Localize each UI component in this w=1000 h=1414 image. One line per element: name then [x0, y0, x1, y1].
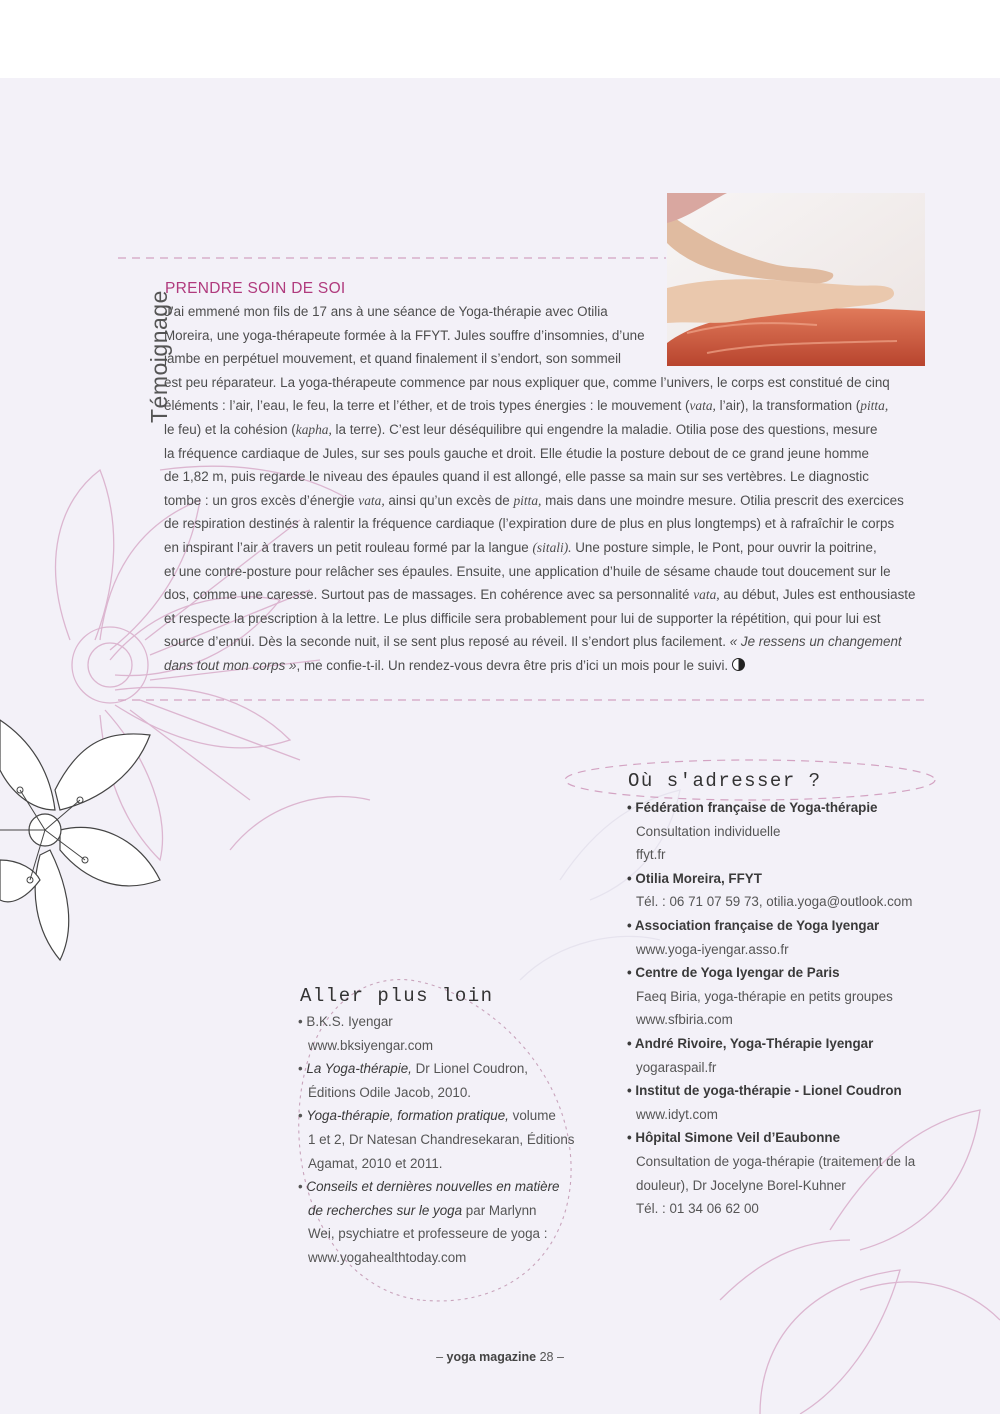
footer-magazine-name: yoga magazine [446, 1350, 537, 1364]
article-text: source d’ennui. Dès la seconde nuit, il se sent plus reposé au réveil. Il s’endort plus facilement. [164, 634, 730, 650]
article-line [164, 300, 904, 324]
article-text: la fréquence cardiaque de Jules, sur ses pouls gauche et droit. Elle étudie la posture debout de ce grand jeune homme [164, 445, 869, 461]
contact-detail: www.yoga-iyengar.asso.fr [636, 941, 789, 957]
contacts-list [627, 796, 915, 1221]
article-text: de respiration destinés à ralentir la fréquence cardiaque (l’expiration dure de plus en plus longtemps) et à rafraîchir le corps [164, 516, 895, 532]
article-text: dos, comme une caresse. Surtout pas de massages. En cohérence avec sa personnalité [164, 587, 694, 603]
reading-line [298, 1104, 574, 1128]
reading-text: de recherches sur le yoga [308, 1202, 463, 1218]
contact-detail: Tél. : 01 34 06 62 00 [636, 1201, 759, 1217]
article-line [164, 442, 904, 466]
contact-name: • Fédération française de Yoga-thérapie [627, 800, 878, 815]
reading-line [298, 1081, 574, 1105]
article-text: au début, Jules est enthousiaste [719, 587, 916, 603]
article-text: vata, [693, 587, 720, 603]
contact-detail: www.idyt.com [636, 1106, 718, 1122]
reading-text: par Marlynn [462, 1202, 537, 1218]
contact-name: • André Rivoire, Yoga-Thérapie Iyengar [627, 1035, 874, 1051]
reading-text: www.yogahealthtoday.com [308, 1249, 467, 1265]
reading-text: www.bksiyengar.com [308, 1037, 434, 1053]
article-text: l’air), la transformation ( [715, 398, 861, 414]
contact-detail: yogaraspail.fr [636, 1059, 717, 1075]
article-text: éléments : l’air, l’eau, le feu, la terre et l’éther, et de trois types énergies : le mouvement ( [164, 398, 690, 414]
reading-text: Yoga-thérapie, formation pratique, [306, 1108, 509, 1124]
article-text: pitta, [860, 398, 889, 414]
article-line [164, 489, 904, 513]
article-line [164, 560, 904, 584]
article-line [164, 512, 904, 536]
article-text: J’ai emmené mon fils de 17 ans à une séance de Yoga-thérapie avec Otilia [164, 304, 608, 319]
article-line [164, 654, 904, 678]
article-text: est peu réparateur. La yoga-thérapeute commence par nous expliquer que, comme l’univers, le corps est constitué de cinq [164, 374, 890, 390]
further-reading-heading: Aller plus loin [300, 985, 494, 1007]
reading-text: Dr Lionel Coudron, [411, 1061, 529, 1077]
contacts-heading: Où s'adresser ? [628, 770, 822, 792]
contact-detail: Consultation de yoga-thérapie (traitement de la [636, 1153, 916, 1169]
reading-text: Wei, psychiatre et professeure de yoga : [308, 1226, 548, 1242]
reading-text: 1 et 2, Dr Natesan Chandresekaran, Éditions [308, 1131, 575, 1147]
reading-line [298, 1246, 574, 1270]
article-line [164, 465, 904, 489]
contact-name: • Institut de yoga-thérapie - Lionel Coudron [627, 1083, 902, 1099]
further-reading-list [298, 1010, 574, 1270]
article-text: et une contre-posture pour relâcher ses épaules. Ensuite, une application d’huile de sésame chaude tout doucement sur le [164, 563, 891, 579]
article-text: pitta, [513, 492, 542, 508]
article-text: mais dans une moindre mesure. Otilia prescrit des exercices [541, 492, 904, 508]
article-line [164, 583, 916, 607]
contact-name: • Association française de Yoga Iyengar [627, 917, 880, 933]
reading-text: • [298, 1179, 307, 1195]
contact-name: • Hôpital Simone Veil d’Eaubonne [627, 1130, 841, 1146]
article-text: la terre). C’est leur déséquilibre qui engendre la maladie. Otilia pose des questions, mesure [331, 421, 878, 437]
contact-name: • Centre de Yoga Iyengar de Paris [627, 965, 840, 981]
contact-name: • Otilia Moreira, FFYT [627, 870, 762, 886]
reading-text: • B.K.S. Iyengar [298, 1014, 393, 1029]
article-title: PRENDRE SOIN DE SOI [165, 280, 346, 297]
section-label-text: Témoignage [146, 290, 172, 423]
article-line [164, 607, 904, 631]
page-footer [0, 1350, 1000, 1364]
article-text: tombe : un gros excès d’énergie [164, 492, 359, 508]
reading-line [298, 1057, 574, 1081]
contact-detail: ffyt.fr [636, 847, 666, 863]
article-line [164, 418, 904, 442]
article-text: (sitali). [532, 539, 572, 555]
reading-line [298, 1199, 574, 1223]
reading-line [298, 1222, 574, 1246]
article-text: Une posture simple, le Pont, pour ouvrir la poitrine, [571, 539, 877, 555]
article-text: jambe en perpétuel mouvement, et quand finalement il s’endort, son sommeil [164, 351, 622, 367]
reading-line [298, 1034, 574, 1058]
article-text: vata, [689, 398, 716, 414]
article-text: ainsi qu’un excès de [384, 492, 514, 508]
reading-text: volume [508, 1108, 556, 1124]
reading-text: Éditions Odile Jacob, 2010. [308, 1084, 472, 1100]
article-text: et respecte la prescription à la lettre. Le plus difficile sera probablement pour lui de supporter la répétition, qui pour lui est [164, 610, 881, 626]
article-line [164, 347, 904, 371]
reading-line [298, 1175, 574, 1199]
contact-detail: Faeq Biria, yoga-thérapie en petits groupes [636, 988, 893, 1004]
article-text: , me confie-t-il. Un rendez-vous devra être pris d’ici un mois pour le suivi. [296, 657, 729, 673]
article-text: dans tout mon corps » [164, 657, 297, 673]
article-text: « Je ressens un changement [729, 634, 902, 650]
article-line [164, 324, 904, 348]
article-text: vata, [358, 492, 385, 508]
contact-detail: www.sfbiria.com [636, 1012, 733, 1028]
footer-page-number: 28 – [536, 1350, 564, 1364]
contact-detail: douleur), Dr Jocelyne Borel-Kuhner [636, 1177, 846, 1193]
article-line [164, 630, 904, 654]
article-text: Moreira, une yoga-thérapeute formée à la FFYT. Jules souffre d’insomnies, d’une [164, 327, 645, 343]
article-text: en inspirant l’air à travers un petit rouleau formé par la langue [164, 539, 533, 555]
article-text: le feu) et la cohésion ( [164, 421, 296, 437]
article-body [164, 300, 916, 678]
reading-line [298, 1152, 574, 1176]
section-label [108, 268, 172, 428]
reading-text: Conseils et dernières nouvelles en matière [306, 1179, 560, 1195]
article-text: kapha, [295, 421, 332, 437]
article-line [164, 536, 904, 560]
article-line [164, 371, 904, 395]
reading-line [298, 1128, 574, 1152]
contact-detail: Consultation individuelle [636, 823, 781, 839]
reading-text: • [298, 1108, 307, 1124]
article-line [164, 394, 904, 418]
reading-line [298, 1010, 574, 1034]
footer-prefix: – [436, 1350, 447, 1364]
reading-text: La Yoga-thérapie, [306, 1061, 412, 1077]
reading-text: Agamat, 2010 et 2011. [308, 1155, 443, 1171]
article-text: de 1,82 m, puis regarde le niveau des épaules quand il est allongé, elle passe sa main sur ses vertèbres. Le diagnostic [164, 469, 869, 485]
contact-detail: Tél. : 06 71 07 59 73, otilia.yoga@outlook.com [636, 894, 913, 910]
end-mark-icon [732, 658, 745, 671]
reading-text: • [298, 1061, 307, 1077]
